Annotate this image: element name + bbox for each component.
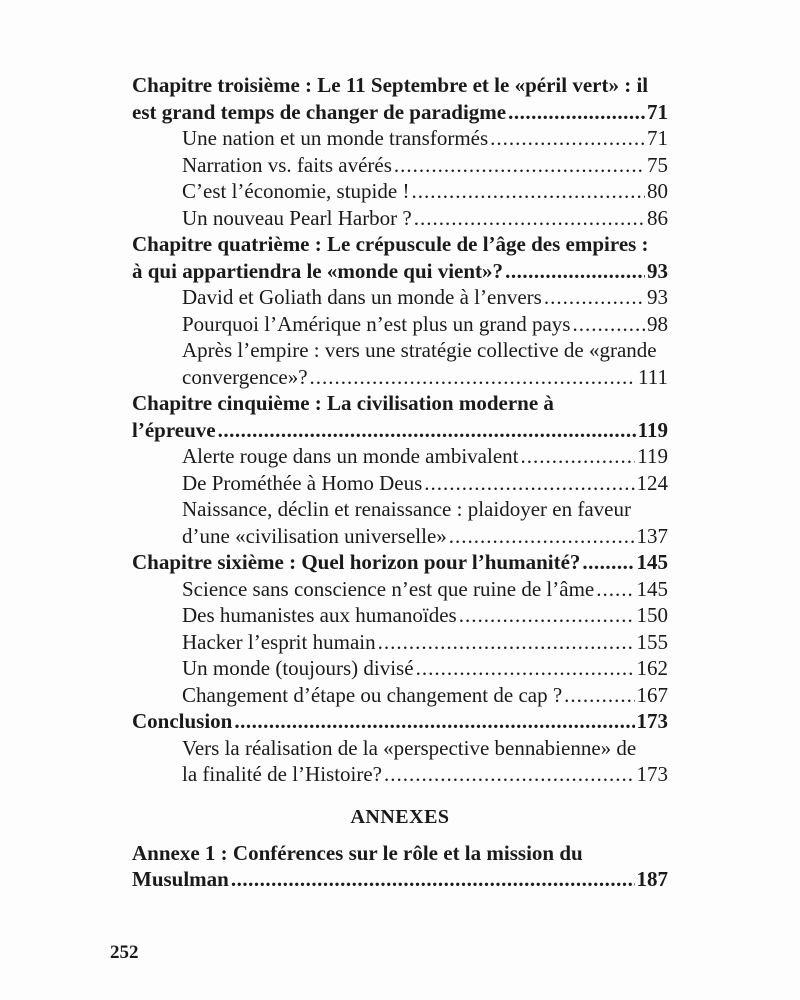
entry-final-line (182, 125, 668, 152)
dot-leader (414, 205, 645, 232)
entry-page-number: 137 (636, 523, 668, 548)
toc-chapter-entry (132, 549, 668, 576)
toc-section-entry (132, 576, 668, 603)
annexes-heading: ANNEXES (350, 805, 450, 828)
entry-title: Musulman (132, 867, 229, 891)
entry-page-number: 71 (647, 126, 668, 150)
page-number: 252 (110, 942, 139, 963)
dot-leader (234, 708, 634, 735)
dot-leader (572, 311, 645, 338)
dot-leader (310, 364, 637, 391)
entry-title-line: Après l’empire : vers une stratégie collective de «grande (182, 338, 657, 362)
entry-page-number: 80 (647, 179, 668, 203)
entry-final-line (132, 549, 668, 576)
entry-title: C’est l’économie, stupide ! (182, 179, 410, 203)
entry-title: à qui appartiendra le «monde qui vient»? (132, 258, 504, 283)
entry-final-line (182, 761, 668, 788)
dot-leader (520, 443, 635, 470)
entry-page-number: 145 (636, 576, 668, 601)
dot-leader (378, 629, 635, 656)
entry-page-number: 119 (637, 417, 668, 442)
dot-leader (582, 549, 634, 576)
dot-leader (508, 99, 645, 126)
entry-page-number: 145 (636, 550, 668, 574)
entry-title: Hacker l’esprit humain (182, 629, 376, 654)
toc-section-entry (132, 602, 668, 629)
dot-leader (424, 470, 634, 497)
entry-page-number: 93 (647, 285, 668, 309)
toc-chapter-entry (132, 840, 668, 893)
entry-final-line (182, 602, 668, 629)
entry-title: Un monde (toujours) divisé (182, 656, 414, 680)
entry-title: l’épreuve (132, 417, 216, 442)
toc-chapter-entry (132, 72, 668, 125)
entry-final-line (182, 523, 668, 550)
entry-title-line: Chapitre cinquième : La civilisation moderne à (132, 391, 554, 415)
entry-final-line (132, 866, 668, 893)
dot-leader (394, 152, 645, 179)
entry-final-line (182, 443, 668, 470)
entry-title: convergence»? (182, 364, 308, 389)
toc-entries (132, 72, 668, 788)
dot-leader (384, 761, 634, 788)
toc-section-entry (132, 125, 668, 152)
entry-page-number: 155 (636, 629, 668, 654)
entry-page-number: 71 (647, 99, 668, 124)
entry-final-line (182, 629, 668, 656)
entry-title: De Prométhée à Homo Deus (182, 470, 423, 495)
dot-leader (459, 602, 635, 629)
dot-leader (505, 258, 645, 285)
entry-page-number: 150 (636, 603, 668, 627)
toc-section-entry (132, 496, 668, 549)
entry-title: Des humanistes aux humanoïdes (182, 603, 457, 627)
entry-page-number: 98 (647, 311, 668, 336)
entry-final-line (182, 576, 668, 603)
entry-page-number: 75 (647, 152, 668, 177)
entry-final-line (182, 152, 668, 179)
dot-leader (544, 284, 645, 311)
entry-page-number: 173 (636, 709, 668, 733)
entry-page-number: 173 (636, 762, 668, 786)
toc-section-entry (132, 178, 668, 205)
entry-title-line: Naissance, déclin et renaissance : plaidoyer en faveur (182, 497, 631, 521)
dot-leader (564, 682, 634, 709)
entry-final-line (132, 99, 668, 126)
entry-title: la finalité de l’Histoire? (182, 762, 383, 786)
entry-final-line (182, 655, 668, 682)
dot-leader (218, 417, 636, 444)
entry-final-line (132, 708, 668, 735)
entry-title: Narration vs. faits avérés (182, 152, 392, 177)
entry-page-number: 167 (636, 682, 668, 707)
toc-section-entry (132, 629, 668, 656)
entry-page-number: 86 (647, 205, 668, 230)
entry-page-number: 93 (647, 258, 668, 283)
toc-section-entry (132, 311, 668, 338)
entry-final-line (182, 205, 668, 232)
dot-leader (490, 125, 645, 152)
toc-section-entry (132, 443, 668, 470)
entry-title: Science sans conscience n’est que ruine de l’âme (182, 576, 595, 601)
toc-section-entry (132, 470, 668, 497)
entry-final-line (182, 682, 668, 709)
entry-final-line (182, 364, 668, 391)
entry-page-number: 162 (636, 656, 668, 680)
toc-section-entry (132, 284, 668, 311)
entry-final-line (182, 284, 668, 311)
entry-page-number: 187 (636, 867, 668, 891)
toc-section-entry (132, 735, 668, 788)
entry-final-line (182, 470, 668, 497)
entry-title: Une nation et un monde transformés (182, 126, 489, 150)
entry-title: Chapitre sixième : Quel horizon pour l’humanité? (132, 550, 581, 574)
dot-leader (596, 576, 634, 603)
toc-section-entry (132, 682, 668, 709)
entry-title-line: Vers la réalisation de la «perspective bennabienne» de (182, 735, 637, 760)
dot-leader (231, 866, 635, 893)
entry-title-line: Chapitre quatrième : Le crépuscule de l’âge des empires : (132, 232, 649, 256)
annex-entries (132, 840, 668, 893)
entry-final-line (132, 258, 668, 285)
entry-title: Pourquoi l’Amérique n’est plus un grand pays (182, 311, 571, 336)
entry-title: d’une «civilisation universelle» (182, 523, 447, 548)
entry-title: David et Goliath dans un monde à l’envers (182, 285, 542, 309)
dot-leader (449, 523, 635, 550)
entry-page-number: 111 (638, 364, 668, 389)
entry-title: Un nouveau Pearl Harbor ? (182, 205, 412, 230)
toc-section-entry (132, 152, 668, 179)
dot-leader (416, 655, 635, 682)
entry-title: Conclusion (132, 709, 233, 733)
entry-page-number: 119 (637, 444, 668, 468)
toc-section-entry (132, 205, 668, 232)
entry-page-number: 124 (636, 470, 668, 495)
entry-final-line (182, 311, 668, 338)
entry-final-line (182, 178, 668, 205)
entry-title: Alerte rouge dans un monde ambivalent (182, 444, 519, 468)
entry-title-line: Chapitre troisième : Le 11 Septembre et le «péril vert» : il (132, 73, 649, 97)
dot-leader (411, 178, 645, 205)
entry-title: est grand temps de changer de paradigme (132, 99, 507, 124)
toc-section-entry (132, 337, 668, 390)
toc-chapter-entry (132, 231, 668, 284)
entry-title-line: Annexe 1 : Conférences sur le rôle et la mission du (132, 840, 583, 865)
toc-section-entry (132, 655, 668, 682)
entry-title: Changement d’étape ou changement de cap ? (182, 682, 563, 707)
toc-chapter-entry (132, 708, 668, 735)
toc-chapter-entry (132, 390, 668, 443)
entry-final-line (132, 417, 668, 444)
table-of-contents (132, 72, 668, 893)
